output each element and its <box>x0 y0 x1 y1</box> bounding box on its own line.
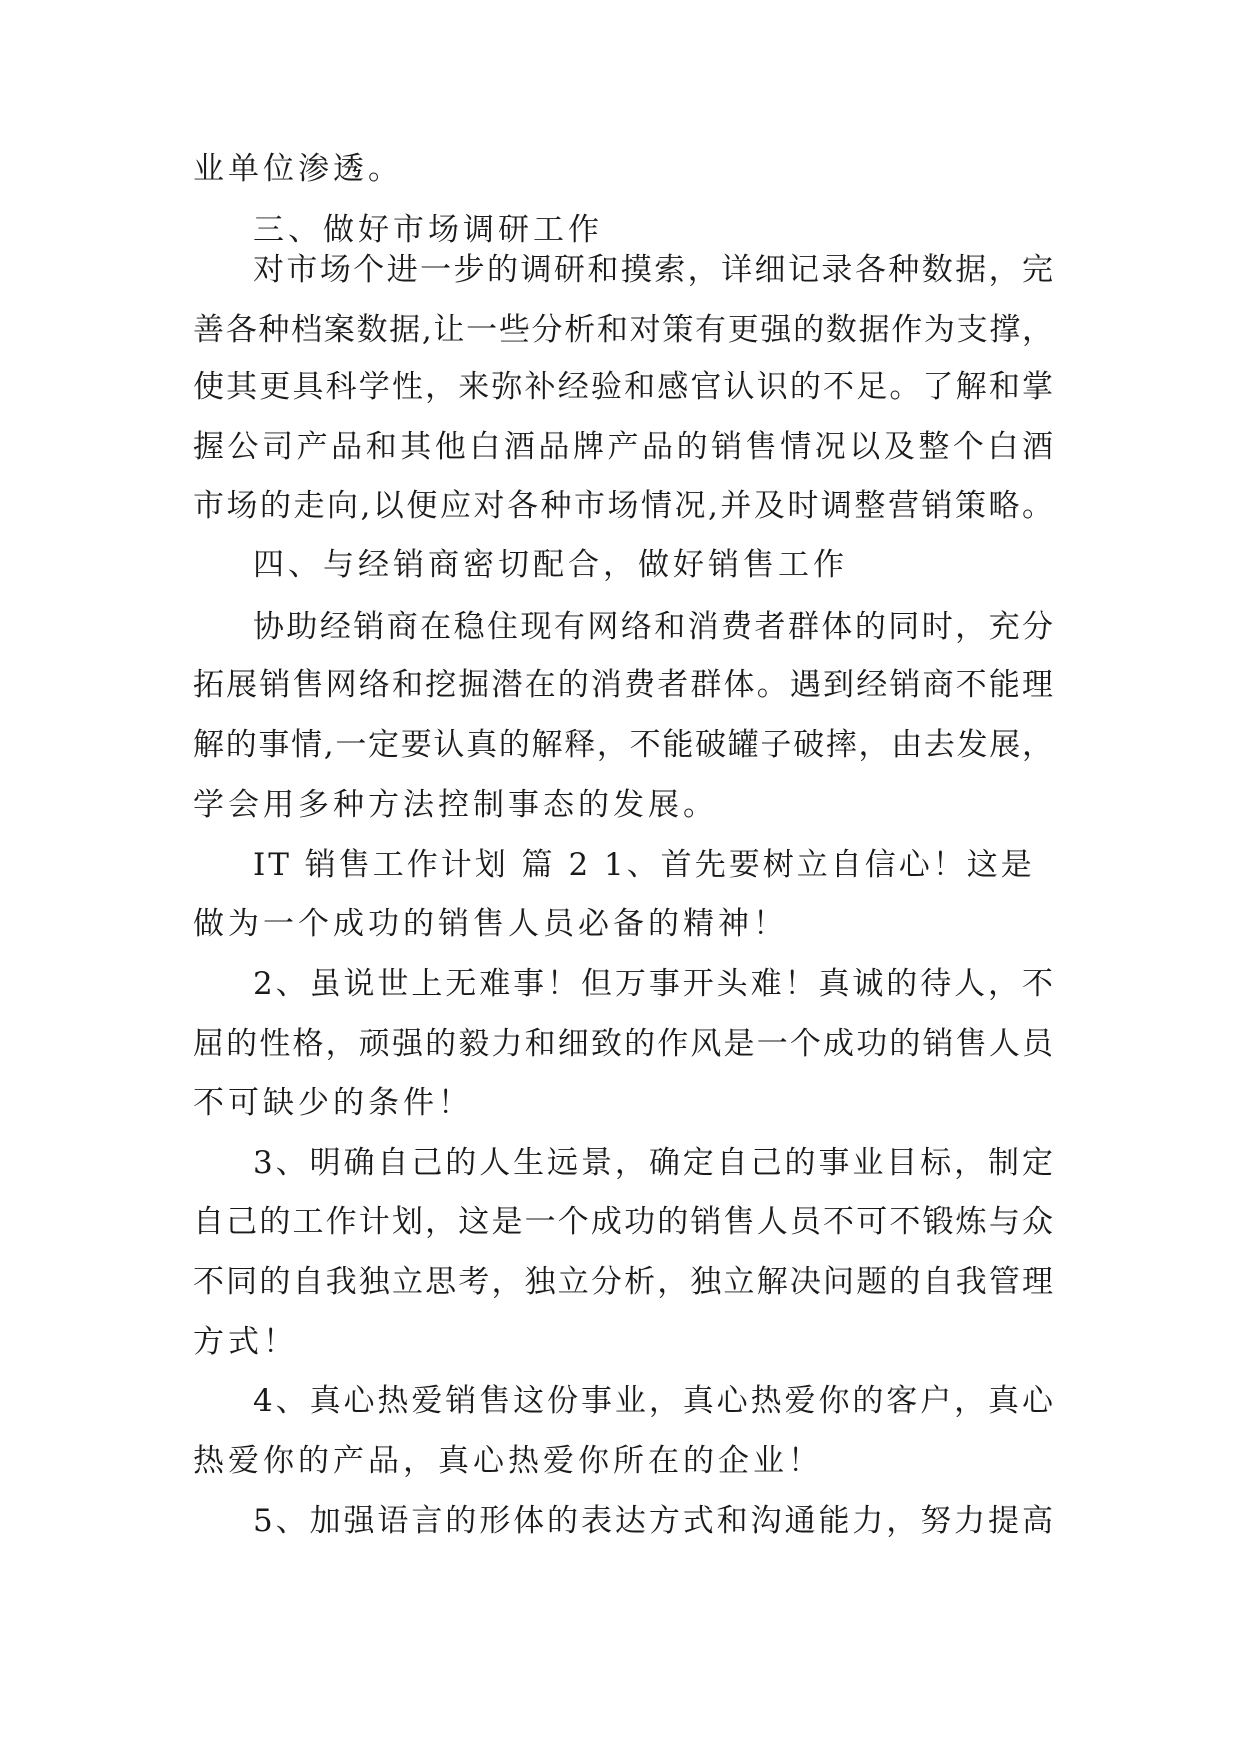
text-line: 自己的工作计划，这是一个成功的销售人员不可不锻炼与众 <box>193 1204 1053 1240</box>
text-line: 拓展销售网络和挖掘潜在的消费者群体。遇到经销商不能理 <box>193 667 1053 703</box>
text-line: 解的事情,一定要认真的解释，不能破罐子破摔，由去发展， <box>193 727 1053 763</box>
text-line: 学会用多种方法控制事态的发展。 <box>193 787 718 823</box>
text-line: 协助经销商在稳住现有网络和消费者群体的同时，充分 <box>253 609 1053 645</box>
text-line: 做为一个成功的销售人员必备的精神！ <box>193 906 788 942</box>
text-line: 不同的自我独立思考，独立分析，独立解决问题的自我管理 <box>193 1264 1053 1300</box>
text-line: 2、虽说世上无难事！但万事开头难！真诚的待人，不 <box>253 966 1053 1002</box>
text-line: 热爱你的产品，真心热爱你所在的企业！ <box>193 1443 823 1479</box>
text-line: 不可缺少的条件！ <box>193 1085 473 1121</box>
section-heading: 四、与经销商密切配合，做好销售工作 <box>253 547 848 583</box>
text-line: 使其更具科学性，来弥补经验和感官认识的不足。了解和掌 <box>193 369 1053 405</box>
text-line: 方式！ <box>193 1324 298 1360</box>
text-line: 业单位渗透。 <box>193 151 403 187</box>
text-line: 市场的走向,以便应对各种市场情况,并及时调整营销策略。 <box>193 488 1053 524</box>
text-line: 握公司产品和其他白酒品牌产品的销售情况以及整个白酒 <box>193 429 1053 465</box>
text-line: 屈的性格，顽强的毅力和细致的作风是一个成功的销售人员 <box>193 1026 1053 1062</box>
text-line: 5、加强语言的形体的表达方式和沟通能力，努力提高 <box>253 1503 1053 1539</box>
text-line: 4、真心热爱销售这份事业，真心热爱你的客户，真心 <box>253 1383 1053 1419</box>
text-line: 3、明确自己的人生远景，确定自己的事业目标，制定 <box>253 1145 1053 1181</box>
text-line: 善各种档案数据,让一些分析和对策有更强的数据作为支撑， <box>193 312 1053 348</box>
text-line: IT 销售工作计划 篇 2 1、首先要树立自信心！这是 <box>253 847 1035 883</box>
section-heading: 三、做好市场调研工作 <box>253 212 603 248</box>
text-line: 对市场个进一步的调研和摸索，详细记录各种数据，完 <box>253 252 1053 288</box>
